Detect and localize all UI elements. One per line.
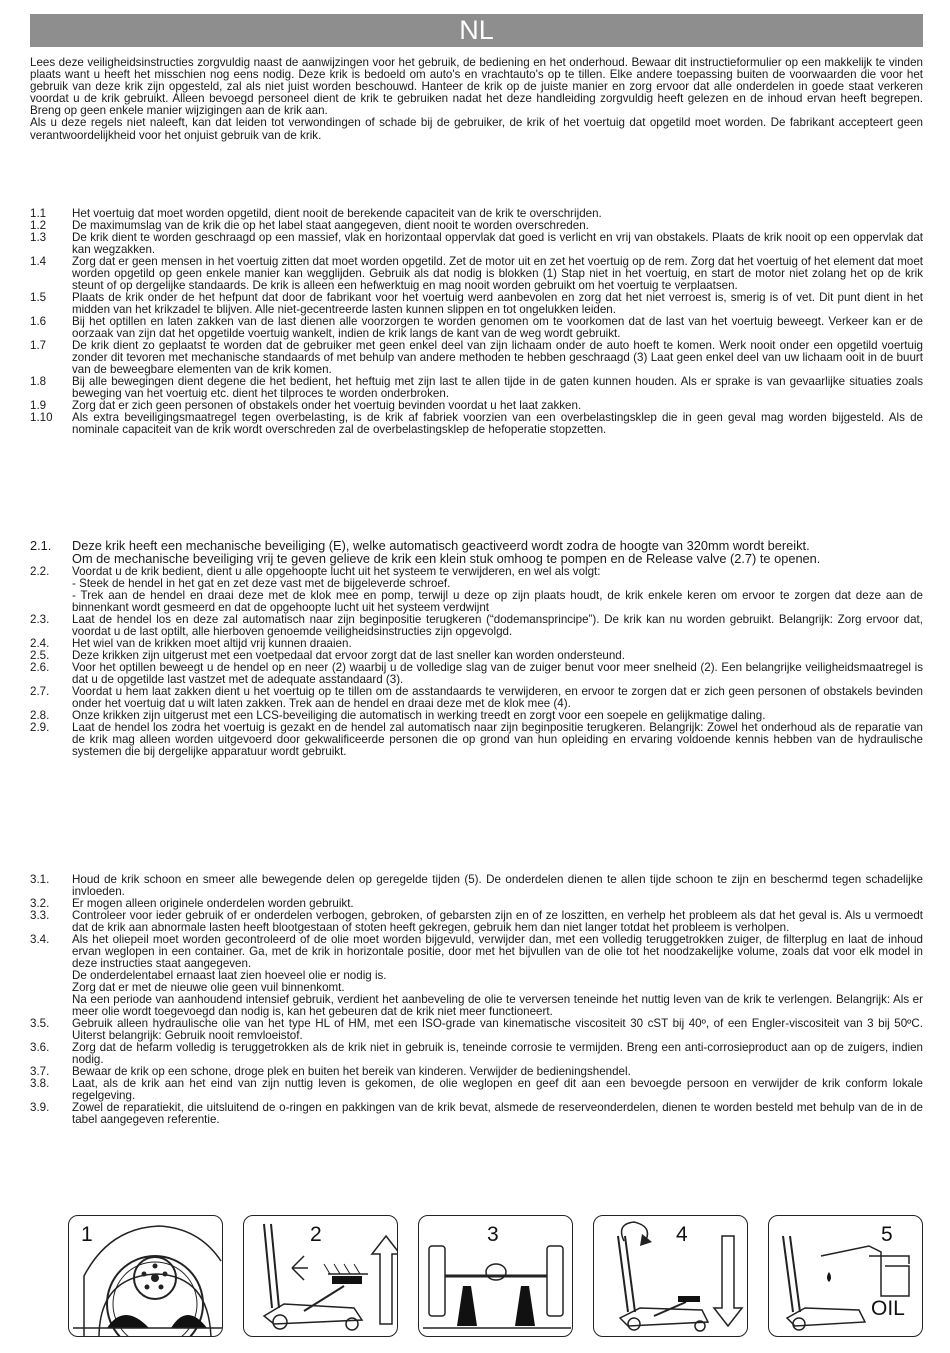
- item-line: Gebruik alleen hydraulische olie van het type HL of HM, met een ISO-grade van kinematische viscositeit 30 cST bij 40º, of een Engler-viscositeit van 3 bij 50ºC. Uiterst belangrijk: Gebruik nooit remvloeistof.: [72, 1017, 923, 1042]
- item-number: 2.1.: [30, 538, 52, 553]
- item-line: - Trek aan de hendel en draai deze met de klok mee en pomp, terwijl u deze op zijn plaats houdt, de krik enkele keren om ervoor te zorgen dat deze aan de binnenkant wordt gesmeerd en dat de opgehoopte lucht uit het systeem verdwijnt: [72, 588, 923, 614]
- instruction-figures: [68, 1215, 923, 1340]
- item-number: 1.9: [30, 399, 47, 412]
- item-line: Laat de hendel los en deze zal automatisch naar zijn beginpositie terugkeren (“dodemansprincipe”). De krik kan nu worden gebruikt. Belangrijk: Zorg ervoor dat, voordat u de last optilt, alle hierboven genoemde veiligheidsinstructies zijn opgevolgd.: [72, 612, 923, 638]
- maintenance-section: [30, 874, 923, 1126]
- item-number: 3.1.: [30, 873, 50, 886]
- item-line: Controleer voor ieder gebruik of er onderdelen verbogen, gebroken, of gebarsten zijn en of ze loszitten, en verhelp het probleem als dat het geval is. Als u vermoedt dat de krik aan abnormale lasten heeft blootgestaan of stoten heeft gekregen, gebruik hem dan niet langer totdat het probleem is verholpen.: [72, 909, 923, 934]
- item-text: [72, 662, 923, 686]
- item-line: Laat de hendel los zodra het voertuig is gezakt en de hendel zal automatisch naar zijn beginpositie terugkeren. Belangrijk: Zowel het onderhoud als de reparatie van de krik mag alleen worden uitgevoerd door gekwalificeerde personen die op grond van hun opleiding en ervaring voldoende kennis hebben van de hydraulische systemen die bij dergelijke apparatuur wordt gebruikt.: [72, 720, 923, 758]
- figure-number: 5: [881, 1223, 893, 1246]
- item-number: 2.4.: [30, 636, 50, 650]
- item-text: [72, 1078, 923, 1102]
- numbered-item: [30, 686, 923, 710]
- item-number: 3.8.: [30, 1077, 50, 1090]
- item-number: 3.2.: [30, 897, 50, 910]
- numbered-item: [30, 1042, 923, 1066]
- item-text: [72, 874, 923, 898]
- item-number: 1.10: [30, 411, 53, 424]
- numbered-item: [30, 566, 923, 614]
- numbered-item: [30, 1018, 923, 1042]
- item-line: Onze krikken zijn uitgerust met een LCS-beveiliging die automatisch in werking treedt en zorgt voor een soepele en gelijkmatige daling.: [72, 708, 766, 722]
- numbered-item: [30, 292, 923, 316]
- item-number: 2.5.: [30, 648, 50, 662]
- numbered-item: [30, 614, 923, 638]
- item-number: 3.4.: [30, 933, 50, 946]
- figure-number: 1: [81, 1223, 93, 1246]
- item-text: [72, 638, 923, 650]
- intro-paragraph: Lees deze veiligheidsinstructies zorgvuldig naast de aanwijzingen voor het gebruik, de bediening en het onderhoud. Bewaar dit instructieformulier op een makkelijk te vinden plaats want u heeft het misschien nog eens nodig. Deze krik is bedoeld om auto's en vrachtauto's op te tillen. Elke andere toepassing buiten de voorwaarden die voor het gebruik van deze krik zijn opgesteld, zal als niet juist worden beschouwd. Hanteer de krik op de juiste manier en zorg ervoor dat alle onderdelen in goede staat verkeren voordat u de krik gebruikt. Alleen bevoegd personeel dient de krik te gebruiken nadat het deze handleiding zorgvuldig heeft gelezen en de inhoud ervan heeft begrepen. Breng op geen enkele manier wijzigingen aan de krik aan.: [30, 56, 923, 118]
- figure-5: [768, 1215, 923, 1337]
- item-line: Deze krikken zijn uitgerust met een voetpedaal dat ervoor zorgt dat de last sneller kan worden ondersteund.: [72, 648, 625, 662]
- item-number: 3.9.: [30, 1101, 50, 1114]
- figure-number: 2: [310, 1223, 322, 1246]
- item-number: 2.6.: [30, 660, 50, 674]
- figure-3: [418, 1215, 573, 1337]
- item-line: Er mogen alleen originele onderdelen worden gebruikt.: [72, 897, 354, 910]
- item-number: 2.3.: [30, 612, 50, 626]
- item-text: [72, 566, 923, 614]
- item-line: - Steek de hendel in het gat en zet deze vast met de bijgeleverde schroef.: [72, 576, 451, 590]
- numbered-item: [30, 340, 923, 376]
- item-text: [72, 1042, 923, 1066]
- item-number: 3.6.: [30, 1041, 50, 1054]
- language-header: NL: [30, 14, 923, 47]
- item-line: Laat, als de krik aan het eind van zijn nuttig leven is gekomen, de olie weglopen en geef dit aan een bevoegde persoon en verwijder de krik conform lokale regelgeving.: [72, 1077, 923, 1102]
- numbered-item: [30, 638, 923, 650]
- figure-4: [593, 1215, 748, 1337]
- item-text: [72, 722, 923, 758]
- numbered-item: [30, 722, 923, 758]
- numbered-item: [30, 650, 923, 662]
- numbered-item: [30, 1102, 923, 1126]
- numbered-item: [30, 412, 923, 436]
- item-line: Houd de krik schoon en smeer alle bewegende delen op geregelde tijden (5). De onderdelen dienen te allen tijde schoon te zijn en beschermd tegen schadelijke invloeden.: [72, 873, 923, 898]
- item-line: Na een periode van aanhoudend intensief gebruik, verdient het aanbeveling de olie te verversen teneinde het nuttig leven van de krik te verlengen. Belangrijk: Als er meer olie wordt toegevoegd dan nodig is, kan het gebeuren dat de krik niet meer functioneert.: [72, 993, 923, 1018]
- item-line: De onderdelentabel ernaast laat zien hoeveel olie er nodig is.: [72, 969, 387, 982]
- item-text: Bij het optillen en laten zakken van de last dienen alle voorzorgen te worden genomen om te voorkomen dat de last van het voertuig beweegt. Verkeer kan er de oorzaak van zijn dat het opgetilde voertuig wankelt, indien de krik langs de kant van de weg wordt gebruikt.: [72, 315, 923, 340]
- item-text: [72, 650, 923, 662]
- item-text: De maximumslag van de krik die op het label staat aangegeven, dient nooit te worden overschreden.: [72, 219, 589, 232]
- item-text: De krik dient zo geplaatst te worden dat de gebruiker met geen enkel deel van zijn lichaam onder de auto hoeft te komen. Werk nooit onder een opgetild voertuig zonder dit tevoren met mechanische standaards of met behulp van andere methoden te hebben geschraagd (3) Laat geen enkel deel van uw lichaam ooit in de buurt van de beweegbare elementen van de krik komen.: [72, 339, 923, 376]
- item-text: Het voertuig dat moet worden opgetild, dient nooit de berekende capaciteit van de krik te overschrijden.: [72, 207, 602, 220]
- item-number: 2.8.: [30, 708, 50, 722]
- numbered-item: [30, 710, 923, 722]
- numbered-item: [30, 934, 923, 1018]
- item-number: 3.3.: [30, 909, 50, 922]
- item-text: [72, 1018, 923, 1042]
- item-line: Voordat u hem laat zakken dient u het voertuig op te tillen om de asstandaards te verwijderen, en ervoor te zorgen dat er zich geen personen of obstakels bevinden onder het voertuig dat u wilt laten zakken. Trek aan de hendel en draai deze met de klok mee (4).: [72, 684, 923, 710]
- item-text: De krik dient te worden geschraagd op een massief, vlak en horizontaal oppervlak dat goed is verlicht en vrij van obstakels. Plaats de krik nooit op een oppervlak dat kan wegzakken.: [72, 231, 923, 256]
- item-number: 2.7.: [30, 684, 50, 698]
- oil-label: OIL: [871, 1297, 905, 1320]
- numbered-item: [30, 1078, 923, 1102]
- item-text: Zorg dat er zich geen personen of obstakels onder het voertuig bevinden voordat u het laat zakken.: [72, 399, 582, 412]
- item-text: [72, 910, 923, 934]
- numbered-item: [30, 539, 923, 566]
- numbered-item: [30, 874, 923, 898]
- item-number: 1.4: [30, 255, 47, 268]
- item-line: Als het oliepeil moet worden gecontroleerd of de olie moet worden bijgevuld, verwijder dan, met een volledig teruggetrokken zuiger, de filterplug en laat de inhoud ervan weglopen in een container. Ga, met de krik in horizontale positie, door met het bijvullen van de olie tot het noodzakelijke volume, zoals dat voor elk model in deze instructies staat aangegeven.: [72, 933, 923, 970]
- numbered-item: [30, 376, 923, 400]
- item-line: Deze krik heeft een mechanische beveiliging (E), welke automatisch geactiveerd wordt zodra de hoogte van 320mm wordt bereikt.: [72, 538, 810, 553]
- item-line: Zorg dat er met de nieuwe olie geen vuil binnenkomt.: [72, 981, 345, 994]
- item-line: Het wiel van de krikken moet altijd vrij kunnen draaien.: [72, 636, 352, 650]
- item-number: 1.5: [30, 291, 47, 304]
- item-number: 1.2: [30, 219, 47, 232]
- figure-number: 4: [676, 1223, 688, 1246]
- item-line: Voordat u de krik bedient, dient u alle opgehoopte lucht uit het systeem te verwijderen, en wel als volgt:: [72, 564, 601, 578]
- item-text: [72, 686, 923, 710]
- item-number: 3.7.: [30, 1065, 50, 1078]
- figure-number: 3: [487, 1223, 499, 1246]
- operation-section: [30, 539, 923, 758]
- item-text: Als extra beveiligingsmaatregel tegen overbelasting, is de krik af fabriek voorzien van een overbelastingsklep die in geen geval mag worden bijgesteld. Als de nominale capaciteit van de krik wordt overschreden zal de overbelastingsklep de hefoperatie stopzetten.: [72, 411, 923, 436]
- item-number: 2.9.: [30, 720, 50, 734]
- item-line: Bewaar de krik op een schone, droge plek en buiten het bereik van kinderen. Verwijder de bedieningshendel.: [72, 1065, 631, 1078]
- item-text: Plaats de krik onder de het hefpunt dat door de fabrikant voor het voertuig werd aanbevolen en zorg dat het niet verroest is, smerig is of vet. Dit punt dient in het midden van het krikzadel te blijven. Alle niet-gecentreerde lasten kunnen slippen en tot ongelukken leiden.: [72, 291, 923, 316]
- item-line: Zowel de reparatiekit, die uitsluitend de o-ringen en pakkingen van de krik bevat, alsmede de reserveonderdelen, dienen te worden besteld met behulp van de in de tabel aangegeven referentie.: [72, 1101, 923, 1126]
- numbered-item: [30, 910, 923, 934]
- item-text: [72, 614, 923, 638]
- figure-1: [68, 1215, 223, 1337]
- item-line: Om de mechanische beveiliging vrij te geven gelieve de krik een klein stuk omhoog te pompen en de Release valve (2.7) te openen.: [72, 551, 821, 567]
- item-number: 1.6: [30, 315, 47, 328]
- item-text: [72, 1102, 923, 1126]
- numbered-item: [30, 662, 923, 686]
- item-number: 2.2.: [30, 564, 50, 578]
- item-number: 1.3: [30, 231, 47, 244]
- item-line: Voor het optillen beweegt u de hendel op en neer (2) waarbij u de volledige slag van de zuiger benut voor meer snelheid (2). Een belangrijke veiligheidsmaatregel is dat u de opgetilde last vastzet met de adequate asstandaard (3).: [72, 660, 923, 686]
- numbered-item: [30, 316, 923, 340]
- item-line: Zorg dat de hefarm volledig is teruggetrokken als de krik niet in gebruik is, teneinde corrosie te vermijden. Breng een anti-corrosieproduct aan op de zuigers, indien nodig.: [72, 1041, 923, 1066]
- safety-section: [30, 208, 923, 436]
- item-number: 3.5.: [30, 1017, 50, 1030]
- item-number: 1.8: [30, 375, 47, 388]
- item-text: Bij alle bewegingen dient degene die het bedient, het heftuig met zijn last te allen tijde in de gaten kunnen houden. Als er sprake is van gevaarlijke situaties zoals beweging van het voertuig etc. dient het tilproces te worden onderbroken.: [72, 375, 923, 400]
- item-number: 1.7: [30, 339, 47, 352]
- item-text: [72, 934, 923, 1018]
- jack-release-down-icon: [594, 1216, 748, 1337]
- intro-text: [30, 57, 923, 142]
- item-number: 1.1: [30, 207, 47, 220]
- item-text: [72, 710, 923, 722]
- item-text: Zorg dat er geen mensen in het voertuig zitten dat moet worden opgetild. Zet de motor uit en zet het voertuig op de rem. Zorg dat het voertuig of het element dat moet worden opgetild op geen enkele manier kan wegglijden. Gebruik als dat nodig is blokken (1) Stap niet in het voertuig, en start de motor niet zolang het op de krik steunt of op dergelijke standaards. De krik is alleen een hefwerktuig en mag nooit worden gebruikt om het voertuig te verplaatsen.: [72, 255, 923, 292]
- numbered-item: [30, 256, 923, 292]
- numbered-item: [30, 232, 923, 256]
- figure-2: [243, 1215, 398, 1337]
- intro-paragraph: Als u deze regels niet naleeft, kan dat leiden tot verwondingen of schade bij de gebruiker, de krik of het voertuig dat opgetild moet worden. De fabrikant accepteert geen verantwoordelijkheid voor het onjuist gebruik van de krik.: [30, 116, 923, 142]
- item-text: [72, 539, 923, 566]
